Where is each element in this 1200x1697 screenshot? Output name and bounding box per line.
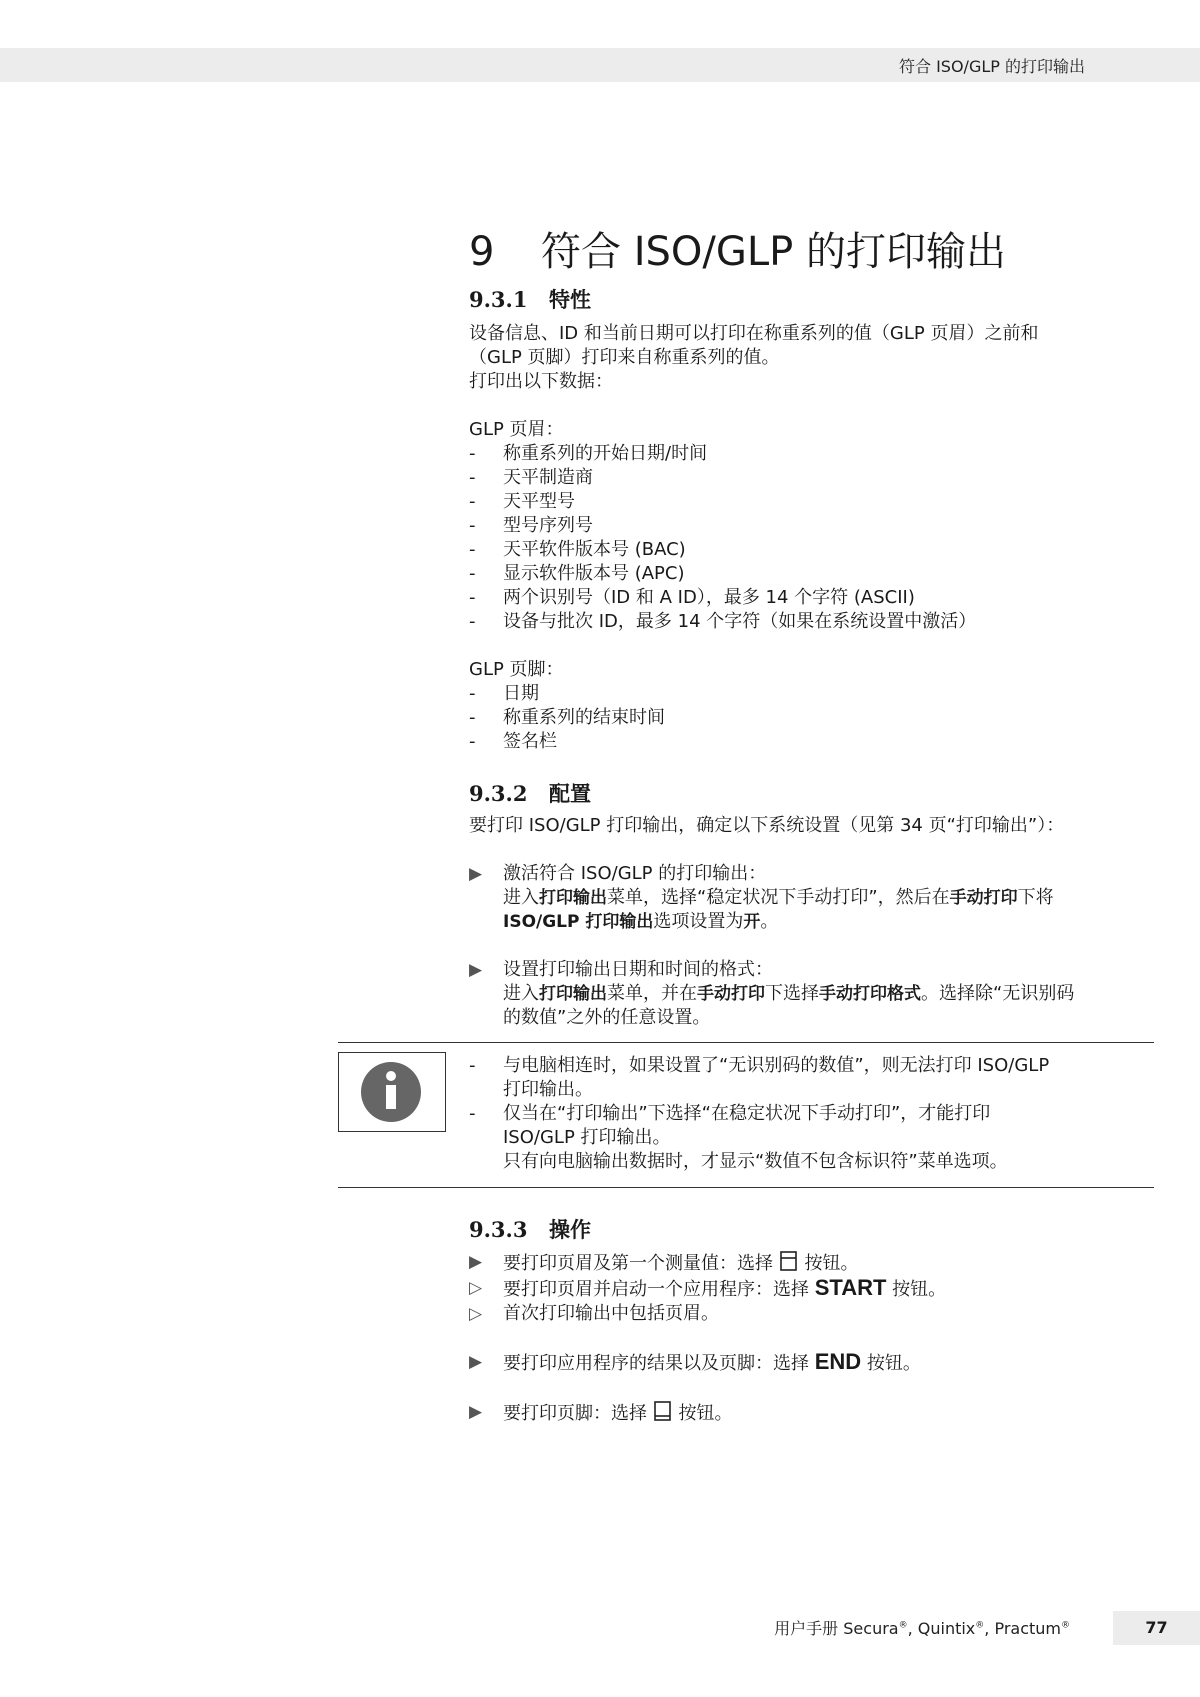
list-item: - 显示软件版本号 (APC) <box>469 563 685 584</box>
section-9-3-1 <box>469 284 1149 754</box>
print-header-key-icon <box>779 1250 799 1272</box>
config-step: ▶ 设置打印输出日期和时间的格式： 进入打印输出菜单，并在手动打印下选择手动打印格式。选择除“无识别码 的数值”之外的任意设置。 <box>469 959 1075 1028</box>
intro-line: 设备信息、ID 和当前日期可以打印在称重系列的值（GLP 页眉）之前和 <box>469 323 1039 344</box>
list-item: - 天平软件版本号 (BAC) <box>469 539 686 560</box>
section-title: 特性 <box>549 288 591 312</box>
section-heading-9-3-2 <box>469 778 1149 808</box>
list-item: - 两个识别号（ID 和 A ID），最多 14 个字符 (ASCII) <box>469 587 915 608</box>
operation-step: ▷ 要打印页眉并启动一个应用程序：选择 START 按钮。 <box>469 1275 947 1300</box>
chapter-title <box>469 220 1006 277</box>
section-9-3-2 <box>469 778 1149 1030</box>
operation-step: ▶ 要打印页眉及第一个测量值：选择 按钮。 <box>469 1252 859 1274</box>
glp-header-label: GLP 页眉： <box>469 419 564 440</box>
chapter-number: 9 <box>469 229 495 275</box>
page-footer: 用户手册 Secura®, Quintix®, Practum® <box>774 1619 1070 1638</box>
info-rule-top <box>338 1042 1154 1043</box>
section-title: 操作 <box>549 1218 591 1242</box>
list-item: - 天平制造商 <box>469 467 593 488</box>
operation-step: ▶ 要打印应用程序的结果以及页脚：选择 END 按钮。 <box>469 1349 921 1374</box>
list-item: - 设备与批次 ID，最多 14 个字符（如果在系统设置中激活） <box>469 611 977 632</box>
section-number: 9.3.1 <box>469 287 528 312</box>
list-item: - 天平型号 <box>469 491 575 512</box>
running-header-title: 符合 ISO/GLP 的打印输出 <box>899 57 1085 76</box>
info-box <box>338 1052 446 1132</box>
page-number: 77 <box>1113 1611 1200 1645</box>
section-title: 配置 <box>549 782 591 806</box>
section-heading-9-3-3 <box>469 1214 1149 1244</box>
config-intro: 要打印 ISO/GLP 打印输出，确定以下系统设置（见第 34 页“打印输出”）： <box>469 815 1065 836</box>
info-icon <box>339 1053 444 1130</box>
list-item: - 日期 <box>469 683 539 704</box>
chapter-title-text: 符合 ISO/GLP 的打印输出 <box>541 229 1006 275</box>
info-rule-bottom <box>338 1187 1154 1188</box>
operation-result: ▷ 首次打印输出中包括页眉。 <box>469 1303 719 1324</box>
section-heading-9-3-1 <box>469 284 1149 314</box>
intro-line: （GLP 页脚）打印来自称重系列的值。 <box>469 347 780 368</box>
section-number: 9.3.2 <box>469 781 528 806</box>
list-item: - 签名栏 <box>469 731 557 752</box>
info-note: - 与电脑相连时，如果设置了“无识别码的数值”，则无法打印 ISO/GLP 打印输出。 <box>469 1055 1050 1100</box>
config-step: ▶ 激活符合 ISO/GLP 的打印输出： 进入打印输出菜单，选择“稳定状况下手动打印”，然后在手动打印下将 ISO/GLP 打印输出选项设置为开。 <box>469 863 1054 932</box>
running-header <box>0 48 1200 82</box>
section-number: 9.3.3 <box>469 1217 528 1242</box>
operation-step: ▶ 要打印页脚：选择 按钮。 <box>469 1402 733 1424</box>
print-footer-key-icon <box>653 1400 673 1422</box>
glp-footer-label: GLP 页脚： <box>469 659 564 680</box>
info-notes <box>469 1054 1149 1174</box>
info-note: - 仅当在“打印输出”下选择“在稳定状况下手动打印”，才能打印 ISO/GLP 打印输出。 只有向电脑输出数据时，才显示“数值不包含标识符”菜单选项。 <box>469 1103 1008 1172</box>
list-item: - 称重系列的开始日期/时间 <box>469 443 708 464</box>
intro-line: 打印出以下数据： <box>469 371 613 392</box>
section-9-3-3 <box>469 1214 1149 1426</box>
list-item: - 型号序列号 <box>469 515 593 536</box>
list-item: - 称重系列的结束时间 <box>469 707 665 728</box>
